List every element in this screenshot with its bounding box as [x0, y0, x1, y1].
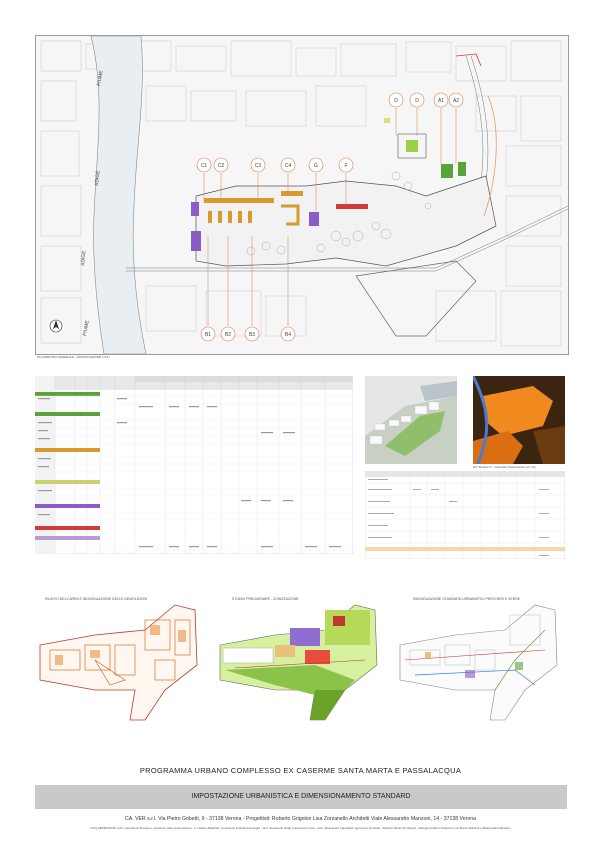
- tag-a2: A2: [452, 98, 460, 104]
- program-title: PROGRAMMA URBANO COMPLESSO EX CASERME SANTA MARTA E PASSALACQUA: [139, 766, 462, 775]
- tag-a1: A1: [437, 98, 445, 104]
- tag-g: G: [314, 163, 318, 169]
- river-label-4: FIUME: [82, 319, 91, 337]
- zoning-plan-drawing: [215, 590, 385, 725]
- standards-plan-drawing: [395, 590, 565, 725]
- transformation-map-drawing: [473, 376, 565, 464]
- spur-area: [356, 261, 476, 336]
- section-band-title: IMPOSTAZIONE URBANISTICA E DIMENSIONAMENTO STANDARD: [191, 793, 411, 800]
- general-site-plan: [35, 35, 569, 355]
- tag-b3: B3: [248, 332, 256, 338]
- aerial-render-drawing: [365, 376, 457, 464]
- river-label-3: ADIGE: [80, 250, 88, 267]
- river-label-1: FIUME: [96, 69, 105, 87]
- sizing-table-drawing: [35, 376, 353, 554]
- tag-b2: B2: [224, 332, 232, 338]
- north-arrow-icon: [50, 320, 62, 332]
- site-plan-drawing: [36, 36, 568, 354]
- plan2-title: STUDIO PRELIMINARE - ZONIZZAZIONE: [232, 597, 299, 601]
- map-caption: PLANIMETRIA GENERALE - INDIVIDUAZIONE 1:SS I: [37, 355, 111, 359]
- tag-c2: C2: [217, 163, 225, 169]
- demolition-plan-drawing: [35, 590, 205, 725]
- field-green: [406, 140, 418, 152]
- river-label-2: ADIGE: [94, 170, 102, 187]
- aerial-3d-render: [365, 376, 457, 464]
- collaborators-line: COLLABORAZIONI: arch. Gerardonio Prospero: operatore nella conservazione - p.i. Mauro Madinelli: consulente impianti tecnologici - arch. Emanuele Scigli: mancianze errore - arch. Alessandro Cappelletti: agronomo forestale - Roberto Pavani Kf disegni - DiSegni di Marco Pastorino con Marco Molinina e Massimiliano Bessaro: [90, 826, 511, 830]
- tag-b4: B4: [284, 332, 292, 338]
- credits-line: CA. VER s.r.l. Via Pietro Gobetti, 9 - 37138 Verona - Progettisti: Roberto Grigolon Lisa Zorzanello Architetti Viale Alessandro Manzoni, 14 - 37138 Verona: [124, 816, 477, 822]
- plan3-title: INDIVIDUAZIONE STANDARD URBANISTICI PERCORSI E VERDE: [413, 597, 521, 601]
- standards-table-drawing: [365, 471, 565, 559]
- ortho-caption: FAY Tavola di rif. - Carta delle Trasformazioni, per. 7(e): [473, 466, 536, 469]
- standards-plan: [395, 590, 565, 725]
- tag-d-1: D: [394, 98, 398, 104]
- demolition-plan: [35, 590, 205, 725]
- tag-c4: C4: [284, 163, 292, 169]
- standards-table: [365, 471, 565, 559]
- zoning-plan: [215, 590, 385, 725]
- tag-f: F: [344, 163, 348, 169]
- tag-b1: B1: [204, 332, 212, 338]
- tag-d-2: D: [415, 98, 419, 104]
- tag-c3: C3: [254, 163, 262, 169]
- section-band: [35, 785, 567, 809]
- plan1-title: RILIEVO DELL'AREA E INDIVIDUAZIONE DELLE DEMOLIZIONI: [45, 597, 148, 601]
- sizing-table: [35, 376, 353, 554]
- tag-c1: C1: [200, 163, 208, 169]
- transformation-map: [473, 376, 565, 464]
